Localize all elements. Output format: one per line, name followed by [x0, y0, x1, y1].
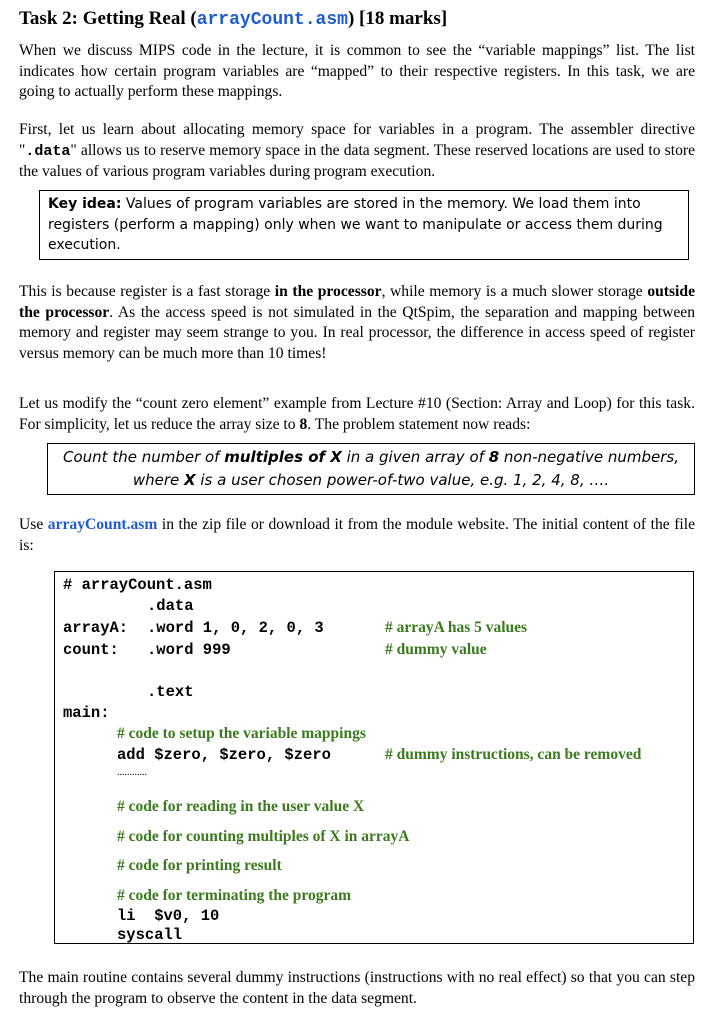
key-idea-text: Values of program variables are stored in the memory. We load them into registers (perform a mapping) only when we want to manipulate or access them during execution. — [48, 196, 663, 253]
key-idea-label: Key idea: — [48, 196, 122, 212]
paragraph-data-directive: First, let us learn about allocating memory space for variables in a program. The assembler directive ".data" allows us to reserve memory space in the data segment. These reserved locations are used to store the values of various program variables during program execution. — [19, 121, 695, 180]
code-add-instruction: add $zero, $zero, $zero — [117, 746, 331, 764]
key-idea-box — [39, 190, 689, 260]
code-comment-setup: # code to setup the variable mappings — [117, 725, 366, 742]
paragraph-register-vs-memory: This is because register is a fast storage in the processor, while memory is a much slower storage outside the processor. As the access speed is not simulated in the QtSpim, the separation and mapping between memory and register may seem strange to you. In real processor, the difference in access speed of register versus memory can be much more than 10 times! — [19, 283, 695, 362]
code-comment-read: # code for reading in the user value X — [117, 798, 365, 815]
code-syscall-instruction: syscall — [117, 926, 183, 944]
title-filename: arrayCount.asm — [196, 10, 348, 30]
code-label-arrayA: arrayA: — [63, 619, 129, 637]
paragraph-intro: When we discuss MIPS code in the lecture, it is common to see the “variable mappings” list. The list indicates how certain program variables are “mapped” to their respective registers. In this task, we are going to actually perform these mappings. — [19, 42, 695, 100]
title-suffix: ) [18 marks] — [347, 8, 448, 29]
paragraph-main-routine: The main routine contains several dummy instructions (instructions with no real effect) so that you can step through the program to observe the content in the data segment. — [19, 969, 695, 1007]
code-comment-terminate: # code for terminating the program — [117, 887, 352, 904]
code-comment-count: # dummy value — [385, 641, 487, 658]
code-label-main: main: — [63, 704, 110, 722]
code-comment-arrayA: # arrayA has 5 values — [385, 619, 528, 636]
code-li-instruction: li $v0, 10 — [117, 907, 220, 925]
code-line-data-directive: .data — [147, 597, 194, 615]
code-count-word: .word 999 — [147, 641, 231, 659]
paragraph-use-file: Use arrayCount.asm in the zip file or download it from the module website. The initial content of the file is: — [19, 516, 695, 554]
problem-statement-box: Count the number of multiples of X in a given array of 8 non-negative numbers, where X is a user chosen power-of-two value, e.g. 1, 2, 4, 8, …. — [47, 443, 695, 495]
task-title — [19, 7, 447, 32]
code-line-text-directive: .text — [147, 683, 194, 701]
code-arrayA-word: .word 1, 0, 2, 0, 3 — [147, 619, 324, 637]
arraycount-file-link[interactable]: arrayCount.asm — [47, 516, 158, 533]
title-prefix: Task 2: Getting Real ( — [19, 8, 197, 29]
code-line-header-comment: # arrayCount.asm — [63, 576, 212, 594]
code-label-count: count: — [63, 641, 119, 659]
paragraph-modify-example: Let us modify the “count zero element” example from Lecture #10 (Section: Array and Loop) for this task. For simplicity, let us reduce the array size to 8. The problem statement now reads: — [19, 395, 695, 433]
code-comment-print: # code for printing result — [117, 857, 282, 874]
code-comment-dummy: # dummy instructions, can be removed — [385, 746, 642, 763]
code-ellipsis: ............ — [117, 767, 147, 778]
code-comment-count-multiples: # code for counting multiples of X in arrayA — [117, 828, 410, 845]
code-listing-box — [54, 571, 694, 944]
data-directive-code: .data — [25, 142, 71, 160]
